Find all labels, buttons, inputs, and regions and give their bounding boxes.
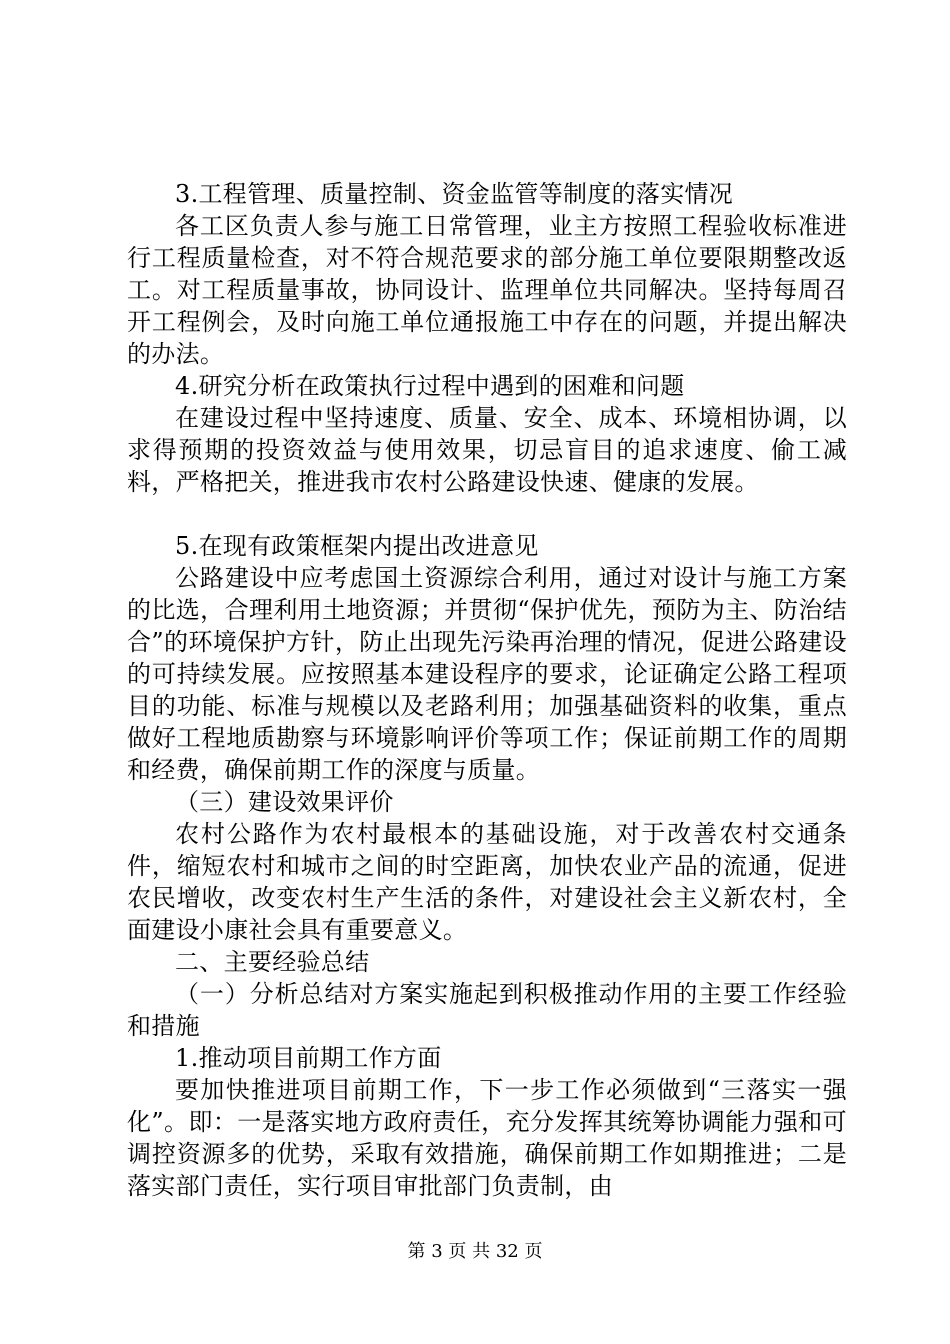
section-heading-3: 3.工程管理、质量控制、资金监管等制度的落实情况 <box>175 180 734 208</box>
paragraph-preliminary-work: 要加快推进项目前期工作，下一步工作必须做到“三落实一强化”。即：一是落实地方政府责任，充分发挥其统筹协调能力强和可调控资源多的优势，采取有效措施，确保前期工作如期推进；二是落实部门责任，实行项目审批部门负责制，由 <box>127 1076 847 1200</box>
document-body <box>127 178 847 1202</box>
paragraph-quality-control: 各工区负责人参与施工日常管理，业主方按照工程验收标准进行工程质量检查，对不符合规范要求的部分施工单位要限期整改返工。对工程质量事故，协同设计、监理单位共同解决。坚持每周召开工程例会，及时向施工单位通报施工中存在的问题，并提出解决的办法。 <box>127 212 847 368</box>
section-heading-5: 5.在现有政策框架内提出改进意见 <box>175 532 539 560</box>
section-heading-construction-effect: （三）建设效果评价 <box>175 788 394 816</box>
section-heading-4: 4.研究分析在政策执行过程中遇到的困难和问题 <box>175 372 685 400</box>
section-heading-preliminary-work: 1.推动项目前期工作方面 <box>175 1044 442 1072</box>
page-number-footer: 第 3 页 共 32 页 <box>407 1241 543 1262</box>
section-heading-experience-summary: 二、主要经验总结 <box>175 948 370 976</box>
paragraph-gap <box>127 498 847 530</box>
paragraph-rural-roads-significance: 农村公路作为农村最根本的基础设施，对于改善农村交通条件，缩短农村和城市之间的时空距离，加快农业产品的流通，促进农民增收，改变农村生产生活的条件，对建设社会主义新农村，全面建设小康社会具有重要意义。 <box>127 820 847 944</box>
section-heading-key-measures: （一）分析总结对方案实施起到积极推动作用的主要工作经验和措施 <box>127 980 847 1040</box>
paragraph-improvement-suggestions: 公路建设中应考虑国土资源综合利用，通过对设计与施工方案的比选，合理利用土地资源；并贯彻“保护优先，预防为主、防治结合”的环境保护方针，防止出现先污染再治理的情况，促进公路建设的可持续发展。应按照基本建设程序的要求，论证确定公路工程项目的功能、标准与规模以及老路利用；加强基础资料的收集，重点做好工程地质勘察与环境影响评价等项工作；保证前期工作的周期和经费，确保前期工作的深度与质量。 <box>127 564 847 784</box>
paragraph-construction-balance: 在建设过程中坚持速度、质量、安全、成本、环境相协调，以求得预期的投资效益与使用效果，切忌盲目的追求速度、偷工减料，严格把关，推进我市农村公路建设快速、健康的发展。 <box>127 404 847 496</box>
